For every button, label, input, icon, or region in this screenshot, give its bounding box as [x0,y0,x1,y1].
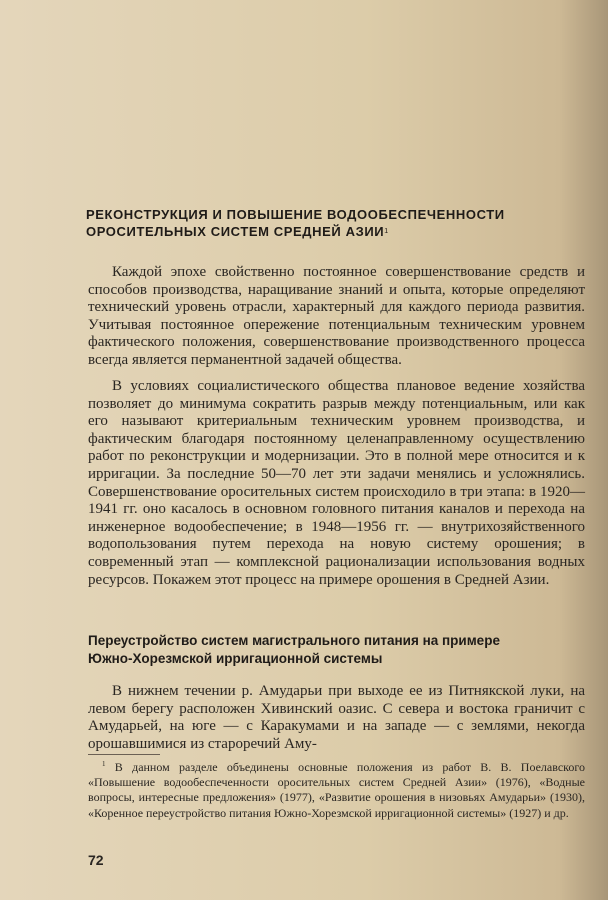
footnote-divider [88,754,160,755]
chapter-title-line2-text: ОРОСИТЕЛЬНЫХ СИСТЕМ СРЕДНЕЙ АЗИИ [86,224,385,239]
chapter-title-line1: РЕКОНСТРУКЦИЯ И ПОВЫШЕНИЕ ВОДООБЕСПЕЧЕННОСТИ [86,207,505,222]
section-subheading [88,632,588,667]
footnote-reference: 1 [384,228,389,235]
paragraph-1: Каждой эпохе свойственно постоянное совершенствование средств и способов производства, наращивание знаний и опыта, которые определяют технический уровень отрасли, характерный для каждого периода развития. Учитывая постоянное опережение потенциальным техническим уровнем фактического положения, совершенствование производственного процесса всегда является перманентной задачей общества. [88,264,585,368]
footnote-text: В данном разделе объединены основные положения из работ В. В. Поелавского «Повышение водообеспеченности оросительных систем Средней Азии» (1976), «Водные вопросы, интересные предложения» (1977), «Развитие орошения в низовьях Амударьи» (1930), «Коренное переустройство питания Южно-Хорезмской ирригационной системы» (1927) и др. [88,760,586,820]
paragraph-2: В условиях социалистического общества плановое ведение хозяйства позволяет до минимума сократить разрыв между потенциальным, или как его называют критериальным техническим уровнем производства, и фактическим благодаря постоянному целенаправленному осуществлению работ по реконструкции и модернизации. Это в полной мере относится и к ирригации. За последние 50—70 лет эти задачи менялись и усложнялись. Совершенствование оросительных систем происходило в три этапа: в 1920—1941 гг. оно касалось в основном головного питания каналов и перехода на инженерное водообеспечение; в 1948—1956 гг. — внутрихозяйственного водопользования путем перехода на новую систему орошения; в современный этап — комплексной рационализации использования водных ресурсов. Покажем этот процесс на примере орошения в Средней Азии. [88,378,585,588]
paragraph-3: В нижнем течении р. Амударьи при выходе ее из Питнякской луки, на левом берегу расположен Хивинский оазис. С севера и востока граничит с Амударьей, на юге — с Каракумами и на западе — с землями, некогда орошавшимися из староречий Аму- [88,683,585,752]
subheading-line2: Южно-Хорезмской ирригационной системы [88,650,383,666]
footnote [88,757,585,821]
page-number: 72 [88,852,104,868]
chapter-title-line2 [86,223,586,240]
footnote-marker: 1 [102,760,106,768]
subheading-line1: Переустройство систем магистрального питания на примере [88,633,500,648]
chapter-title [86,206,586,240]
